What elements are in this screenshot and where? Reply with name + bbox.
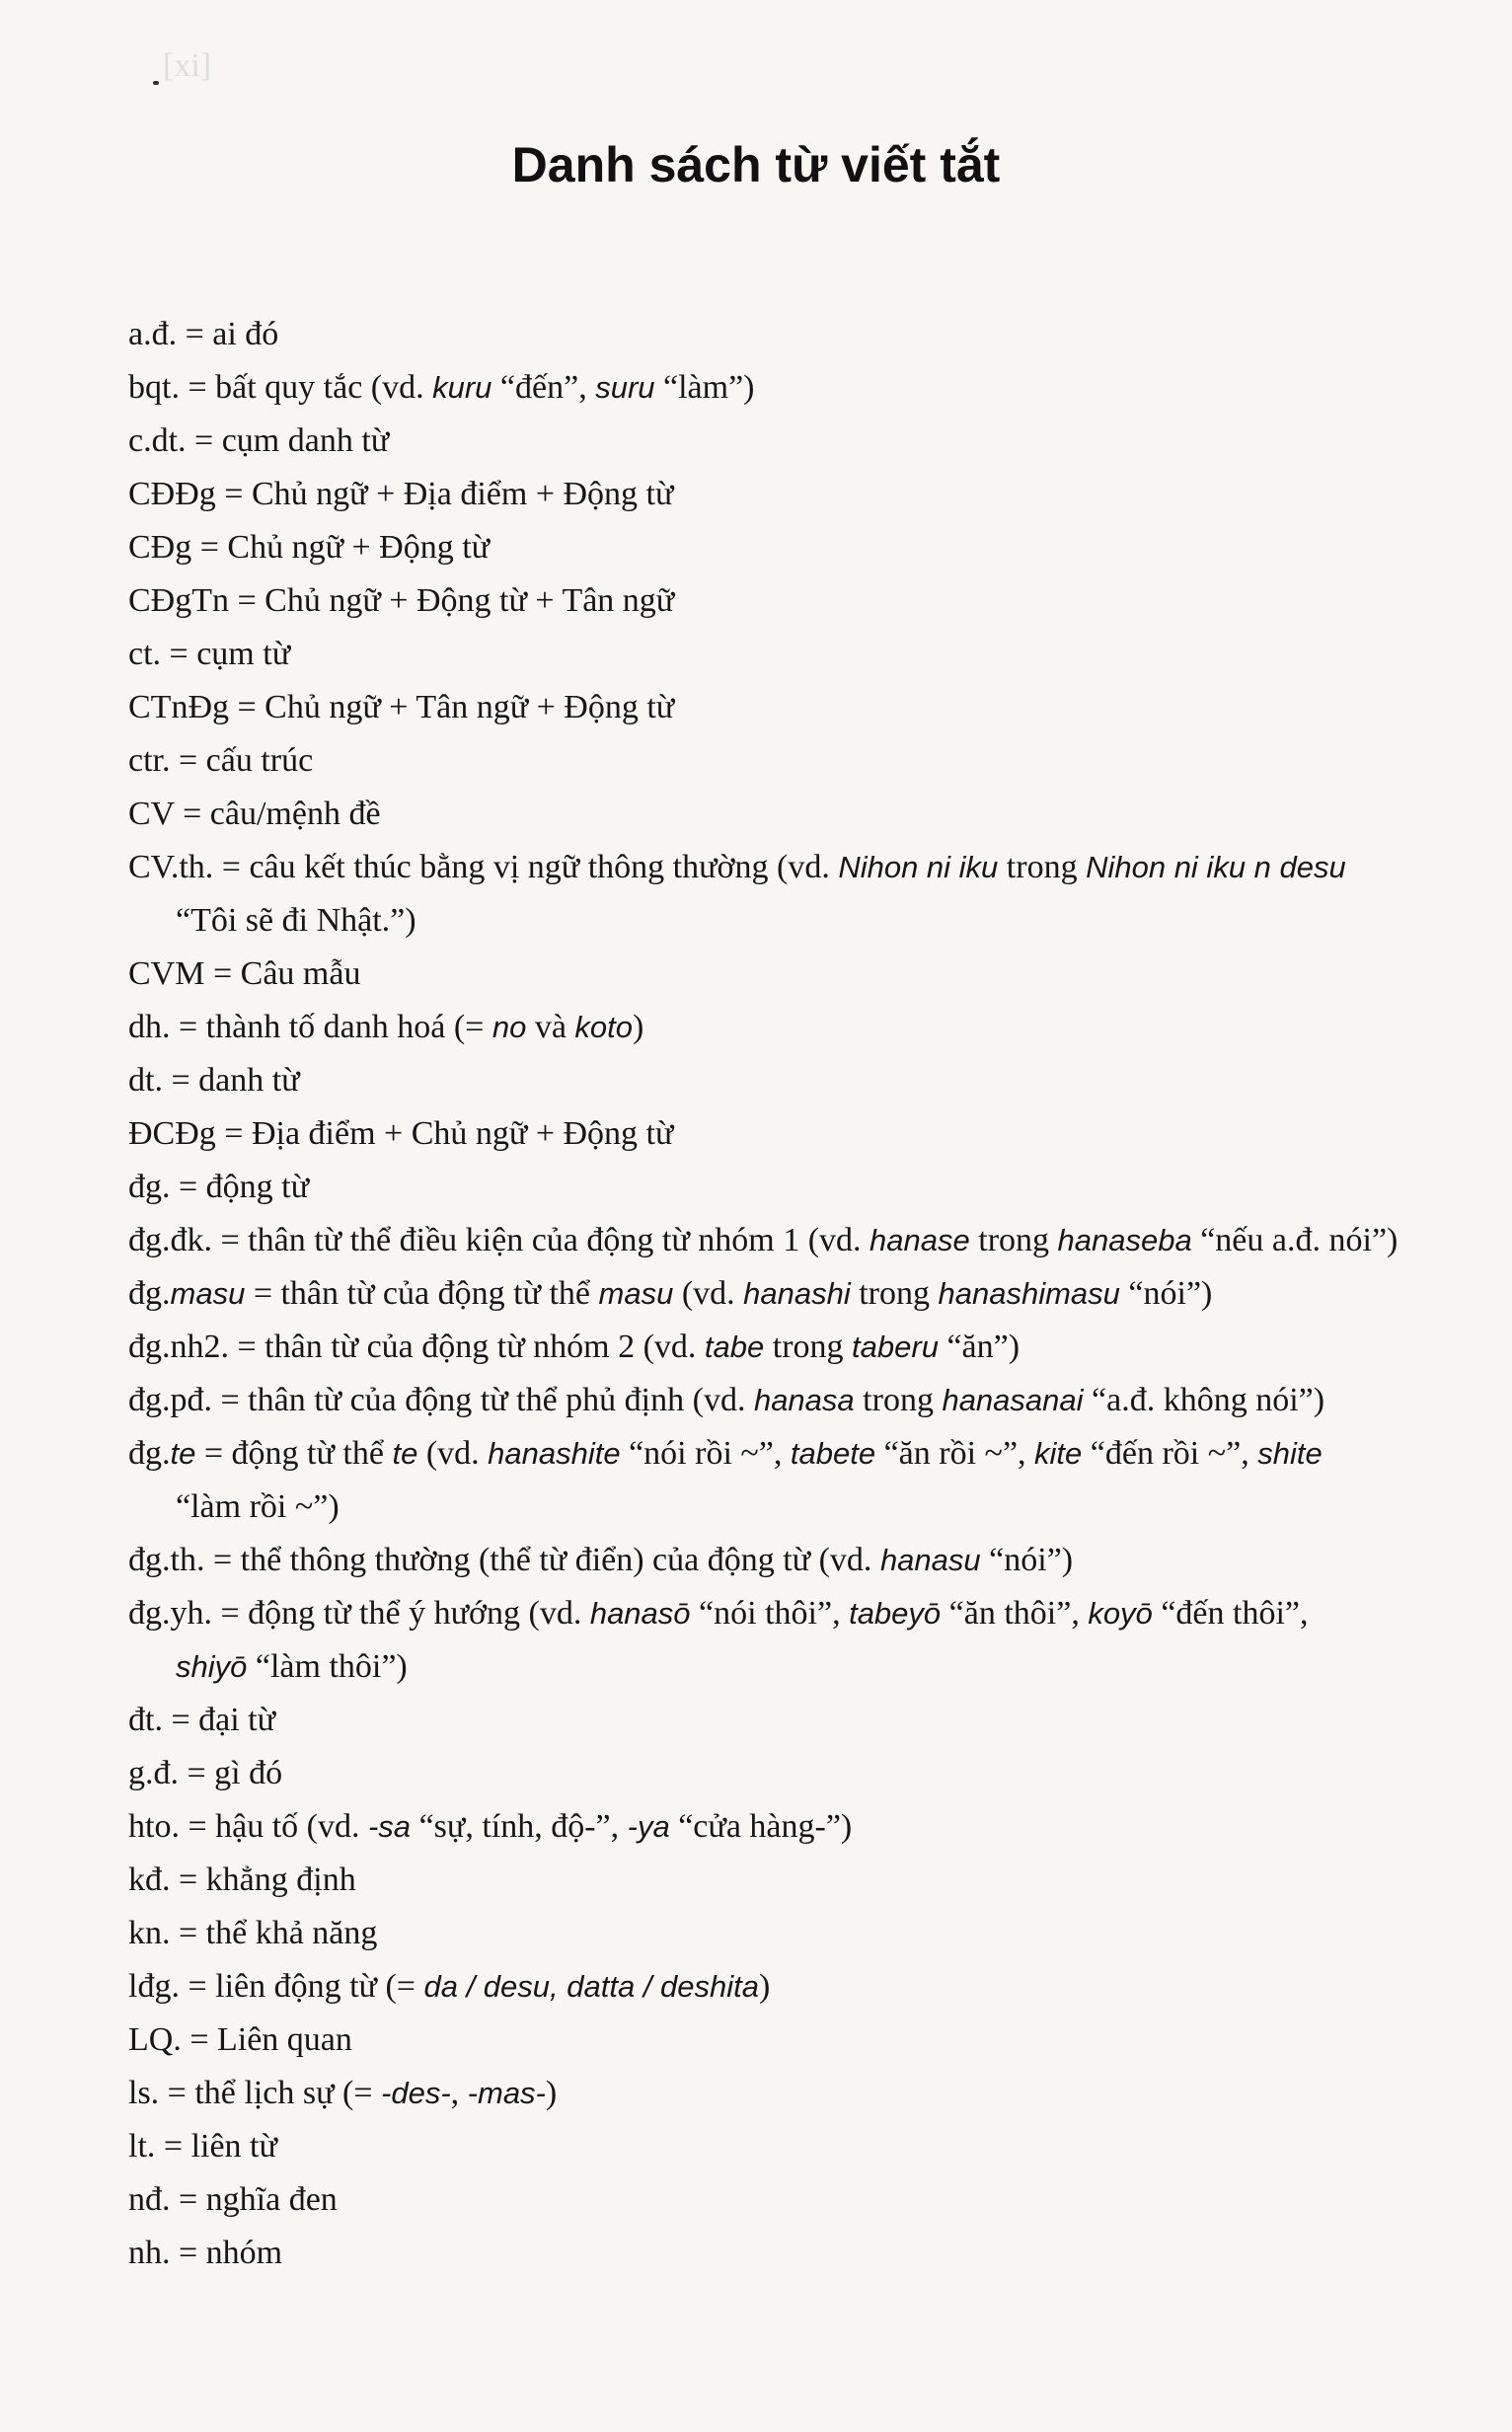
abbr-text: đg.đk. = thân từ thể điều kiện của động từ nhóm 1 (vd. — [128, 1222, 870, 1258]
abbr-entry — [0, 841, 1512, 948]
abbr-example: tabe — [704, 1330, 765, 1364]
abbr-text: ) — [759, 1968, 771, 2005]
abbr-text: “ăn thôi”, — [941, 1595, 1089, 1632]
abbr-text: (vd. — [673, 1275, 744, 1312]
abbr-entry — [0, 628, 1512, 681]
abbr-text: “ăn rồi ~”, — [875, 1435, 1035, 1472]
abbr-text: LQ. = Liên quan — [128, 2021, 352, 2058]
abbr-text: “nói thôi”, — [690, 1595, 850, 1632]
abbr-text: dh. = thành tố danh hoá (= — [128, 1009, 492, 1045]
abbr-example: kite — [1034, 1436, 1083, 1471]
abbr-example: hanasu — [879, 1543, 981, 1577]
abbr-entry — [0, 1800, 1512, 1854]
abbr-text: lt. = liên từ — [128, 2128, 277, 2165]
abbr-entry — [0, 2120, 1512, 2173]
abbr-entry — [0, 1854, 1512, 1907]
abbr-text: kn. = thể khả năng — [128, 1915, 378, 1951]
abbr-example: shite — [1257, 1436, 1323, 1471]
abbr-text: “đến rồi ~”, — [1082, 1435, 1258, 1472]
abbr-entry — [0, 1907, 1512, 1960]
abbr-text: đg.nh2. = thân từ của động từ nhóm 2 (vd. — [128, 1329, 705, 1365]
abbr-text: nh. = nhóm — [128, 2235, 283, 2271]
abbr-entry — [0, 1960, 1512, 2014]
abbr-entry — [0, 1321, 1512, 1374]
abbr-continuation: “làm rồi ~”) — [176, 1488, 340, 1525]
abbr-text: kđ. = khẳng định — [128, 1862, 356, 1898]
abbr-entry — [0, 2067, 1512, 2120]
abbr-entry — [0, 415, 1512, 468]
abbr-example: te — [170, 1436, 196, 1471]
abbr-example: masu — [170, 1276, 246, 1311]
abbr-example: -sa — [367, 1809, 412, 1844]
stray-mark — [153, 81, 159, 85]
abbr-text: CĐgTn = Chủ ngữ + Động từ + Tân ngữ — [128, 582, 675, 619]
abbr-entry — [0, 308, 1512, 361]
abbr-example: hanashimasu — [938, 1276, 1120, 1311]
abbr-example: no — [491, 1010, 527, 1044]
abbr-entry — [0, 1161, 1512, 1214]
abbr-text: đg. — [128, 1275, 171, 1312]
abbr-text: “nói”) — [1119, 1275, 1213, 1312]
abbr-text: ) — [633, 1009, 644, 1045]
abbr-text: , — [450, 2075, 468, 2111]
abbr-entry — [0, 1054, 1512, 1107]
abbr-text: “nói rồi ~”, — [620, 1435, 791, 1472]
abbr-example: da / desu, datta / deshita — [423, 1969, 760, 2004]
abbr-example: Nihon ni iku — [838, 850, 999, 884]
abbr-example: kuru — [432, 370, 492, 405]
abbr-entry — [0, 521, 1512, 574]
abbr-example: shiyō — [176, 1649, 248, 1684]
abbr-example: Nihon ni iku n desu — [1086, 850, 1346, 884]
abbr-text: g.đ. = gì đó — [128, 1755, 283, 1791]
abbr-example: hanasō — [589, 1596, 691, 1631]
abbr-entry — [0, 1214, 1512, 1267]
abbr-example: hanasanai — [942, 1383, 1084, 1417]
abbr-example: hanaseba — [1057, 1223, 1192, 1257]
abbr-continuation — [128, 1640, 1512, 1694]
abbr-text: bqt. = bất quy tắc (vd. — [128, 369, 433, 406]
abbr-example: hanashi — [743, 1276, 851, 1311]
abbr-example: -des- — [381, 2076, 451, 2110]
abbr-entry — [0, 734, 1512, 788]
abbr-text: đt. = đại từ — [128, 1702, 276, 1738]
abbr-example: koto — [574, 1010, 634, 1044]
abbr-entry — [0, 2227, 1512, 2280]
abbr-entry — [0, 2173, 1512, 2227]
abbr-text: ) — [545, 2075, 558, 2111]
abbr-entry — [0, 1107, 1512, 1161]
abbr-entry — [0, 1267, 1512, 1321]
abbr-entry — [0, 1534, 1512, 1587]
abbr-example: tabeyō — [849, 1596, 942, 1631]
abbr-entry — [0, 574, 1512, 628]
abbr-entry — [0, 681, 1512, 734]
abbr-entry — [0, 1001, 1512, 1054]
abbr-text: dt. = danh từ — [128, 1062, 300, 1099]
abbr-text: lđg. = liên động từ (= — [128, 1968, 424, 2005]
abbr-text: hto. = hậu tố (vd. — [128, 1808, 368, 1845]
abbr-example: hanasa — [753, 1383, 855, 1417]
abbr-entry — [0, 1747, 1512, 1800]
abbr-text: trong — [854, 1382, 943, 1418]
abbr-entry — [0, 468, 1512, 521]
abbr-example: koyō — [1088, 1596, 1153, 1631]
abbr-example: te — [392, 1436, 418, 1471]
abbr-text: “nếu a.đ. nói”) — [1191, 1222, 1399, 1258]
abbr-text: c.dt. = cụm danh từ — [128, 422, 390, 459]
abbr-text: = thân từ của động từ thể — [245, 1275, 599, 1312]
abbr-text: ctr. = cấu trúc — [128, 742, 314, 779]
abbr-text: a.đ. = ai đó — [128, 316, 279, 352]
abbr-text: CV.th. = câu kết thúc bằng vị ngữ thông thường (vd. — [128, 849, 839, 885]
abbr-text: ĐCĐg = Địa điểm + Chủ ngữ + Động từ — [128, 1115, 674, 1152]
page-marker: [xi] — [163, 47, 212, 84]
abbr-continuation: “Tôi sẽ đi Nhật.”) — [176, 902, 416, 939]
page-title: Danh sách từ viết tắt — [511, 137, 1001, 192]
abbr-text: “ăn”) — [938, 1329, 1021, 1365]
abbr-text: “a.đ. không nói”) — [1083, 1382, 1325, 1418]
abbr-text: trong — [969, 1222, 1058, 1258]
abbr-example: -ya — [627, 1809, 670, 1844]
abbr-text: đg.pđ. = thân từ của động từ thể phủ định (vd. — [128, 1382, 754, 1418]
abbr-text: ls. = thể lịch sự (= — [128, 2075, 382, 2111]
abbr-entry — [0, 788, 1512, 841]
abbr-entry — [0, 361, 1512, 415]
abbr-text: CVM = Câu mẫu — [128, 955, 361, 992]
abbr-text: CTnĐg = Chủ ngữ + Tân ngữ + Động từ — [128, 689, 675, 725]
abbr-example: masu — [598, 1276, 674, 1311]
abbr-text: đg. = động từ — [128, 1169, 310, 1205]
abbr-text: nđ. = nghĩa đen — [128, 2181, 338, 2218]
abbr-text: ct. = cụm từ — [128, 636, 291, 672]
abbr-example: -mas- — [467, 2076, 546, 2110]
abbr-entry — [0, 948, 1512, 1001]
abbr-example: hanase — [869, 1223, 970, 1257]
abbr-example: tabete — [790, 1436, 876, 1471]
abbr-entry — [0, 1587, 1512, 1694]
abbr-text: trong — [764, 1329, 853, 1365]
abbr-text: “cửa hàng-”) — [669, 1808, 853, 1845]
abbr-text: “sự, tính, độ-”, — [411, 1808, 628, 1845]
abbr-entry — [0, 1694, 1512, 1747]
abbr-example: taberu — [852, 1330, 939, 1364]
abbr-entry — [0, 1427, 1512, 1534]
abbr-entry — [0, 1374, 1512, 1427]
abbr-text: CĐg = Chủ ngữ + Động từ — [128, 529, 491, 566]
abbr-text: = động từ thể — [195, 1435, 393, 1472]
abbr-example: hanashite — [488, 1436, 621, 1471]
abbr-text: “đến”, — [491, 369, 596, 406]
abbr-entry — [0, 2014, 1512, 2067]
abbr-text: “làm”) — [654, 369, 755, 406]
abbr-text: (vd. — [417, 1435, 489, 1472]
abbr-example: suru — [595, 370, 655, 405]
abbr-text: CV = câu/mệnh đề — [128, 796, 381, 832]
abbr-text: “đến thôi”, — [1152, 1595, 1309, 1632]
abbr-text: trong — [850, 1275, 939, 1312]
abbr-text: CĐĐg = Chủ ngữ + Địa điểm + Động từ — [128, 476, 674, 512]
abbr-text: đg.yh. = động từ thể ý hướng (vd. — [128, 1595, 590, 1632]
abbr-text: đg. — [128, 1435, 171, 1472]
abbr-text: trong — [998, 849, 1087, 885]
abbr-text: “làm thôi”) — [247, 1648, 408, 1685]
abbr-text: “nói”) — [980, 1542, 1074, 1578]
abbreviation-list — [0, 308, 1512, 2280]
abbr-text: đg.th. = thể thông thường (thể từ điển) của động từ (vd. — [128, 1542, 880, 1578]
abbr-text: và — [526, 1009, 575, 1045]
